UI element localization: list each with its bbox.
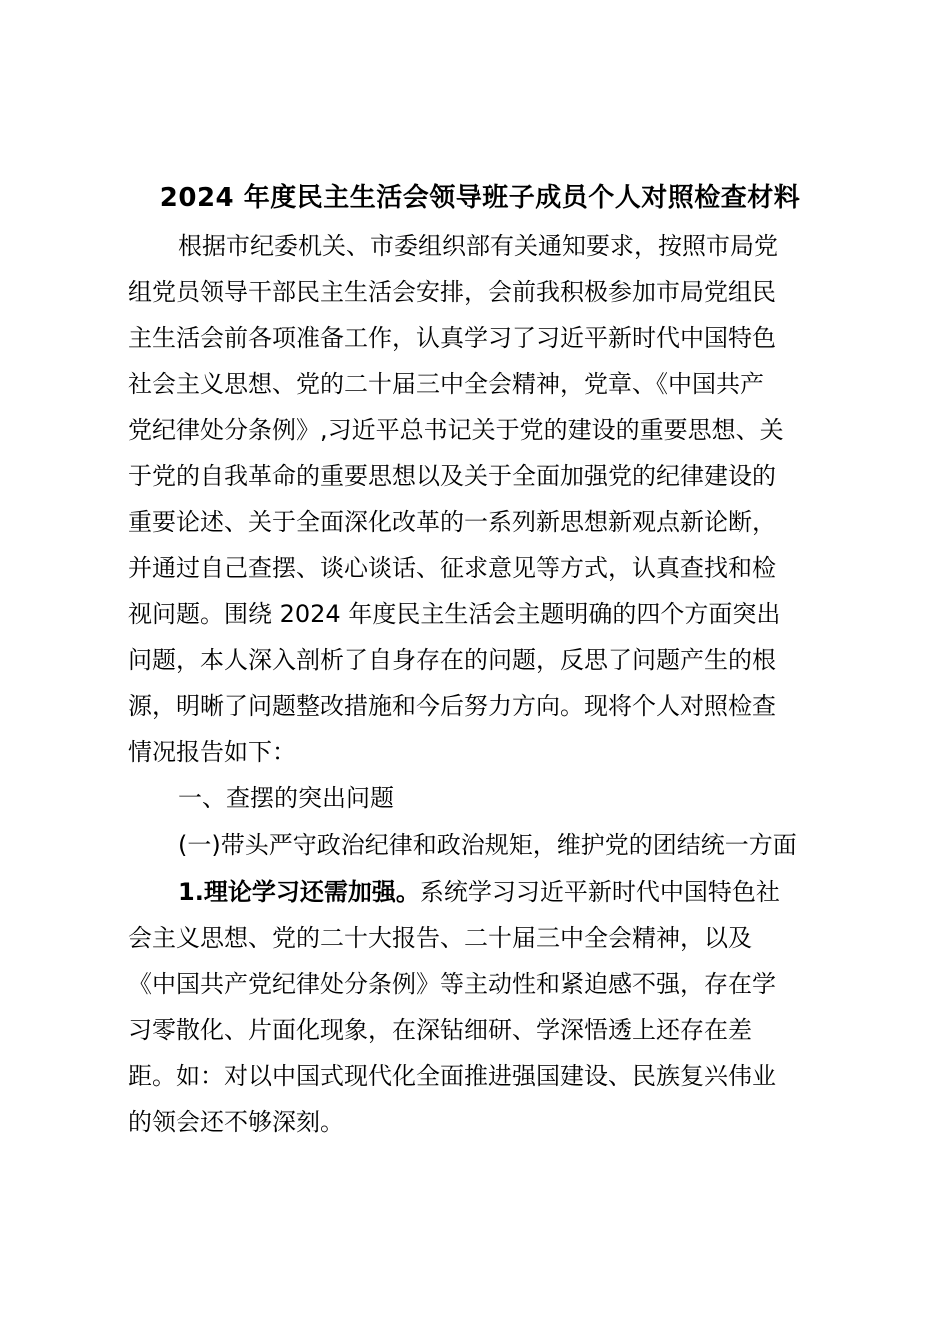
point-1-first-line-rest: 系统学习习近平新时代中国特色社 bbox=[419, 878, 780, 906]
paragraph-line: 并通过自己查摆、谈心谈话、征求意见等方式，认真查找和检 bbox=[128, 554, 776, 582]
paragraph-line: 距。如：对以中国式现代化全面推进强国建设、民族复兴伟业 bbox=[128, 1062, 776, 1090]
paragraph-line: 问题，本人深入剖析了自身存在的问题，反思了问题产生的根 bbox=[128, 646, 776, 674]
paragraph-line: 根据市纪委机关、市委组织部有关通知要求，按照市局党 bbox=[178, 232, 778, 260]
document-body bbox=[128, 223, 828, 1145]
paragraph-line: 党纪律处分条例》,习近平总书记关于党的建设的重要思想、关 bbox=[128, 416, 784, 444]
paragraph-line: 情况报告如下： bbox=[128, 738, 296, 766]
paragraph-line: 源，明晰了问题整改措施和今后努力方向。现将个人对照检查 bbox=[128, 692, 776, 720]
paragraph-line: 组党员领导干部民主生活会安排，会前我积极参加市局党组民 bbox=[128, 278, 776, 306]
paragraph-line: 主生活会前各项准备工作，认真学习了习近平新时代中国特色 bbox=[128, 324, 776, 352]
section-heading: 一、查摆的突出问题 bbox=[178, 784, 394, 812]
point-1-first-line bbox=[128, 869, 828, 915]
paragraph-line: 重要论述、关于全面深化改革的一系列新思想新观点新论断， bbox=[128, 508, 776, 536]
subsection-heading: (一)带头严守政治纪律和政治规矩，维护党的团结统一方面 bbox=[178, 831, 797, 859]
paragraph-line: 《中国共产党纪律处分条例》等主动性和紧迫感不强，存在学 bbox=[128, 970, 776, 998]
paragraph-line: 社会主义思想、党的二十届三中全会精神，党章、《中国共产 bbox=[128, 370, 764, 398]
document-title: 2024 年度民主生活会领导班子成员个人对照检查材料 bbox=[159, 183, 801, 213]
paragraph-line: 视问题。围绕 2024 年度民主生活会主题明确的四个方面突出 bbox=[128, 600, 781, 628]
paragraph-line: 会主义思想、党的二十大报告、二十届三中全会精神，以及 bbox=[128, 924, 752, 952]
point-1-lead: 1.理论学习还需加强。 bbox=[178, 878, 420, 906]
paragraph-line: 的领会还不够深刻。 bbox=[128, 1108, 344, 1136]
paragraph-line: 于党的自我革命的重要思想以及关于全面加强党的纪律建设的 bbox=[128, 462, 776, 490]
paragraph-line: 习零散化、片面化现象，在深钻细研、学深悟透上还存在差 bbox=[128, 1016, 752, 1044]
